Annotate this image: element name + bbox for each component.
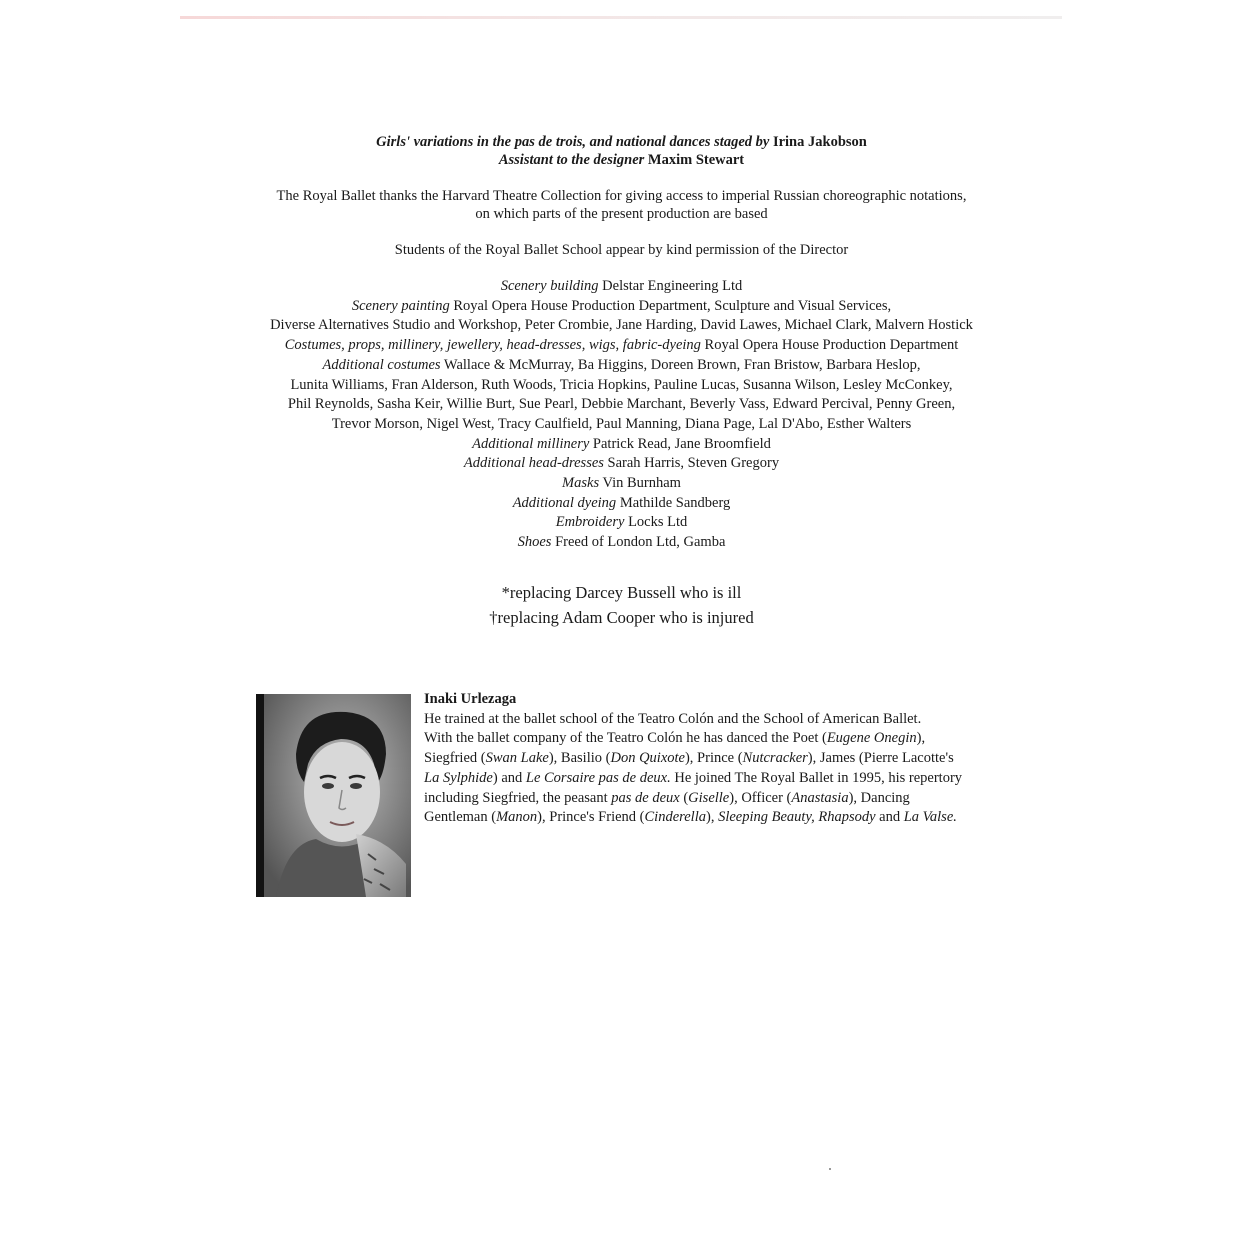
credit-embroidery: Embroidery Locks Ltd xyxy=(555,514,688,531)
top-rule xyxy=(180,16,1062,19)
staging-credits xyxy=(0,133,1243,169)
dancer-portrait-photo xyxy=(256,694,411,897)
cast-change-notes xyxy=(0,580,1243,630)
credit-scenery-building: Scenery building Delstar Engineering Ltd xyxy=(500,278,743,294)
credit-additional-headdresses: Additional head-dresses Sarah Harris, Steven Gregory xyxy=(463,455,780,472)
thanks-note: The Royal Ballet thanks the Harvard Theatre Collection for giving access to imperial Russian choreographic notations, on which parts of the present production are based xyxy=(276,188,967,222)
credit-scenery-painting-cont: Diverse Alternatives Studio and Workshop, Peter Crombie, Jane Harding, David Lawes, Michael Clark, Malvern Hostick xyxy=(270,317,973,334)
production-credits xyxy=(0,277,1243,553)
credit-costumes: Costumes, props, millinery, jewellery, head-dresses, wigs, fabric-dyeing Royal Opera House Production Department xyxy=(284,337,959,354)
credit-masks: Masks Vin Burnham xyxy=(562,475,681,492)
credit-shoes: Shoes Freed of London Ltd, Gamba xyxy=(517,534,726,551)
dancer-biography: Inaki Urlezaga He trained at the ballet school of the Teatro Colón and the School of American Ballet. With the ballet company of the Teatro Colón he has danced the Poet (Eugene Onegin), Siegfried (Swan Lake), Basilio (Don Quixote), Prince (Nutcracker), James (Pierre Lacotte's La Sylphide) and Le Corsaire pas de deux. He joined The Royal Ballet in 1995, his repertory including Siegfried, the peasant pas de deux (Giselle), Officer (Anastasia), Dancing Gentleman (Manon), Prince's Friend (Cinderella), Sleeping Beauty, Rhapsody and La Valse. xyxy=(424,690,1024,828)
credit-additional-dyeing: Additional dyeing Mathilde Sandberg xyxy=(512,494,731,511)
replacement-note: *replacing Darcey Bussell who is ill xyxy=(501,583,742,602)
credit-additional-millinery: Additional millinery Patrick Read, Jane Broomfield xyxy=(472,435,771,452)
credit-additional-costumes: Additional costumes Wallace & McMurray, Ba Higgins, Doreen Brown, Fran Bristow, Barbara Heslop, xyxy=(322,356,921,373)
scan-speck xyxy=(829,1168,831,1170)
students-note: Students of the Royal Ballet School appear by kind permission of the Director xyxy=(394,242,849,258)
staging-line-1: Girls' variations in the pas de trois, and national dances staged by Irina Jakobson xyxy=(376,134,867,150)
dancer-name: Inaki Urlezaga xyxy=(424,691,517,707)
credit-scenery-painting: Scenery painting Royal Opera House Production Department, Sculpture and Visual Services, xyxy=(351,297,892,314)
staging-line-2: Assistant to the designer Maxim Stewart xyxy=(498,152,745,168)
credit-additional-costumes-cont: Lunita Williams, Fran Alderson, Ruth Woods, Tricia Hopkins, Pauline Lucas, Susanna Wilson, Lesley McConkey, xyxy=(290,376,953,393)
credit-additional-costumes-cont: Trevor Morson, Nigel West, Tracy Caulfield, Paul Manning, Diana Page, Lal D'Abo, Esther Walters xyxy=(331,415,912,432)
replacement-note: †replacing Adam Cooper who is injured xyxy=(489,608,754,627)
credit-additional-costumes-cont: Phil Reynolds, Sasha Keir, Willie Burt, Sue Pearl, Debbie Marchant, Beverly Vass, Edward Percival, Penny Green, xyxy=(287,396,956,413)
